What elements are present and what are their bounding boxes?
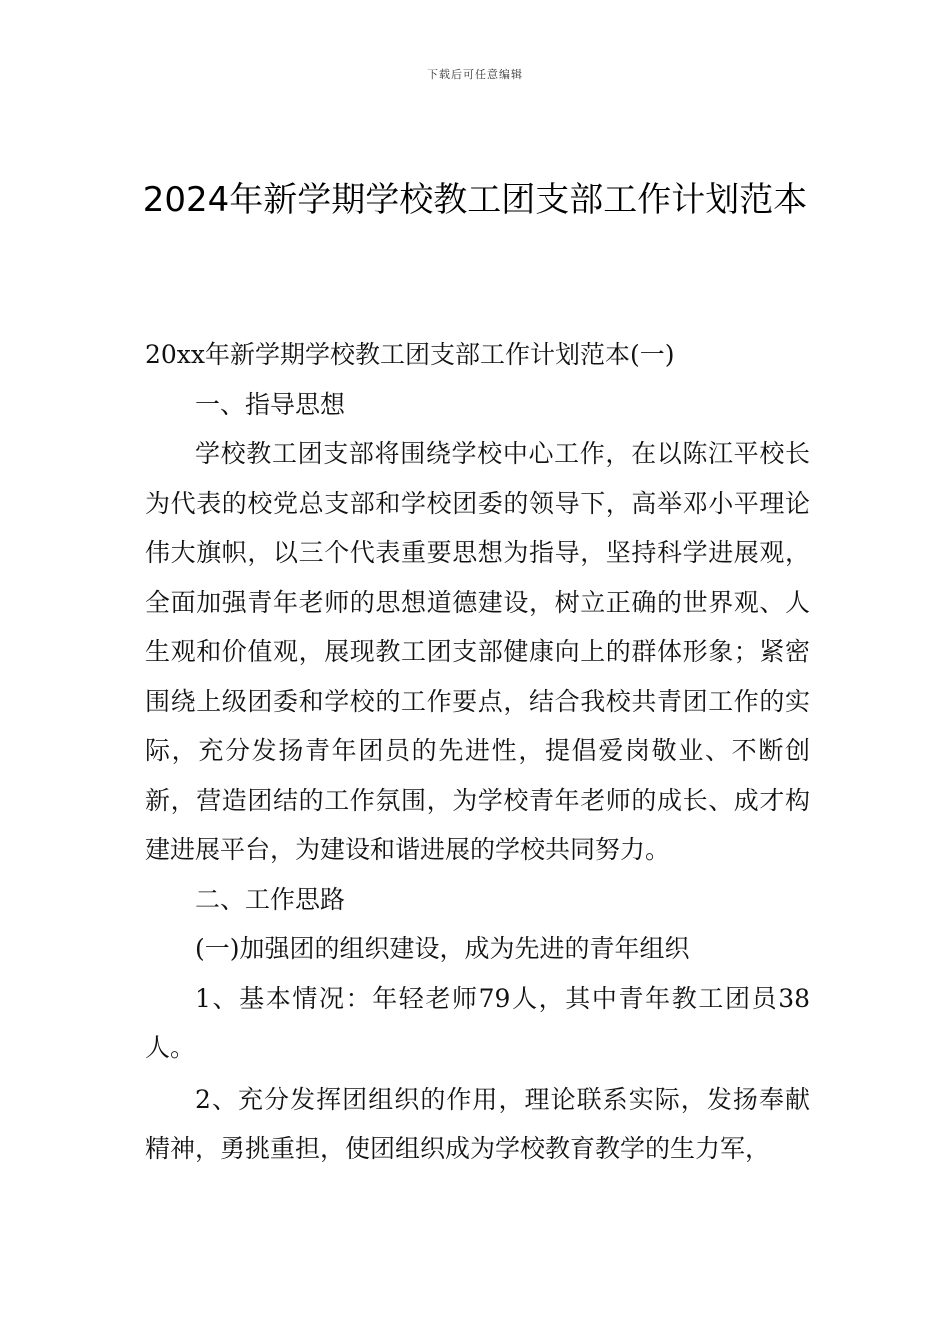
- subheading-organization-building: (一)加强团的组织建设，成为先进的青年组织: [195, 934, 690, 963]
- heading-work-approach: 二、工作思路: [195, 884, 346, 914]
- document-title: 2024年新学期学校教工团支部工作计划范本: [142, 180, 808, 220]
- document-body: [145, 330, 810, 1174]
- paragraph-guiding-ideology: 学校教工团支部将围绕学校中心工作，在以陈江平校长为代表的校党总支部和学校团委的领导下，高举邓小平理论伟大旗帜，以三个代表重要思想为指导，坚持科学进展观，全面加强青年老师的思想道德建设，树立正确的世界观、人生观和价值观，展现教工团支部健康向上的群体形象；紧密围绕上级团委和学校的工作要点，结合我校共青团工作的实际，充分发扬青年团员的先进性，提倡爱岗敬业、不断创新，营造团结的工作氛围，为学校青年老师的成长、成才构建进展平台，为建设和谐进展的学校共同努力。: [145, 439, 810, 864]
- page-header-note: 下载后可任意编辑: [427, 68, 523, 81]
- paragraph-basic-situation: 1、基本情况：年轻老师79人，其中青年教工团员38人。: [145, 983, 810, 1062]
- section-subtitle: 20xx年新学期学校教工团支部工作计划范本(一): [145, 340, 675, 369]
- paragraph-team-role: 2、充分发挥团组织的作用，理论联系实际，发扬奉献精神，勇挑重担，使团组织成为学校教育教学的生力军，: [145, 1084, 810, 1163]
- heading-guiding-ideology: 一、指导思想: [195, 389, 346, 419]
